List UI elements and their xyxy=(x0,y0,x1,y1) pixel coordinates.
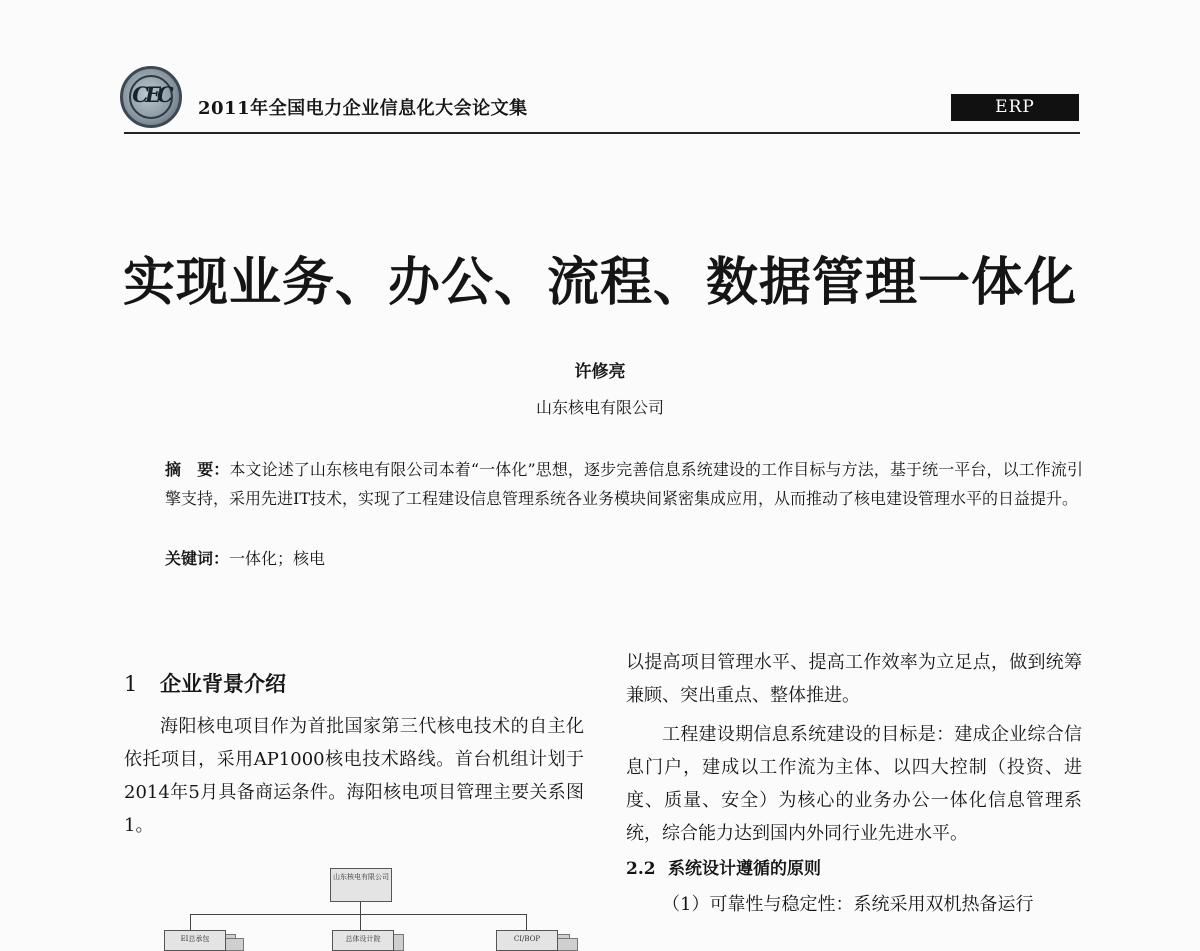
abstract-text: 本文论述了山东核电有限公司本着“一体化”思想，逐步完善信息系统建设的工作目标与方法，基于统一平台，以工作流引擎支持，采用先进IT技术，实现了工程建设信息管理系统各业务模块间紧密集成应用，从而推动了核电建设管理水平的日益提升。 xyxy=(165,460,1083,508)
abstract xyxy=(165,455,1083,513)
right-column xyxy=(626,646,1082,921)
subsection-heading xyxy=(626,852,1082,886)
subsection-number: 2.2 xyxy=(626,859,656,879)
org-child-box: 总体设计院 xyxy=(332,930,394,951)
org-connector xyxy=(190,914,526,915)
org-child-box: CI/BOP xyxy=(496,930,558,951)
proceedings-title: 2011年全国电力企业信息化大会论文集 xyxy=(198,98,528,119)
header-divider xyxy=(124,132,1080,134)
background-paragraph: 海阳核电项目作为首批国家第三代核电技术的自主化依托项目，采用AP1000核电技术路线。首台机组计划于2014年5月具备商运条件。海阳核电项目管理主要关系图1。 xyxy=(124,716,584,836)
subsection-title: 系统设计遵循的原则 xyxy=(668,859,821,879)
paper-title: 实现业务、办公、流程、数据管理一体化 xyxy=(122,252,1077,313)
logo-letters: CEC xyxy=(132,82,170,107)
org-top-box: 山东核电有限公司 xyxy=(330,868,392,902)
right-paragraph-3: （1）可靠性与稳定性：系统采用双机热备运行 xyxy=(662,894,1034,915)
author-affiliation: 山东核电有限公司 xyxy=(535,398,664,417)
keywords-label: 关键词： xyxy=(165,549,230,568)
section-title: 企业背景介绍 xyxy=(160,671,286,696)
left-column xyxy=(124,668,584,842)
org-child-box: EI总承包 xyxy=(164,930,226,951)
abstract-label: 摘 要： xyxy=(165,460,230,479)
org-chart-figure xyxy=(160,858,580,951)
right-paragraph-1: 以提高项目管理水平、提高工作效率为立足点，做到统筹兼顾、突出重点、整体推进。 xyxy=(626,652,1082,706)
keywords-text: 一体化；核电 xyxy=(229,549,326,568)
right-paragraph-2: 工程建设期信息系统建设的目标是：建成企业综合信息门户，建成以工作流为主体、以四大控制（投资、进度、质量、安全）为核心的业务办公一体化信息管理系统，综合能力达到国内外同行业先进水平。 xyxy=(626,724,1082,844)
conference-logo xyxy=(120,66,182,128)
section-heading xyxy=(124,668,584,700)
section-tag: ERP xyxy=(951,94,1079,121)
org-connector xyxy=(360,902,361,914)
author-name: 许修亮 xyxy=(574,362,626,382)
section-number: 1 xyxy=(124,672,138,696)
keywords xyxy=(165,546,325,569)
